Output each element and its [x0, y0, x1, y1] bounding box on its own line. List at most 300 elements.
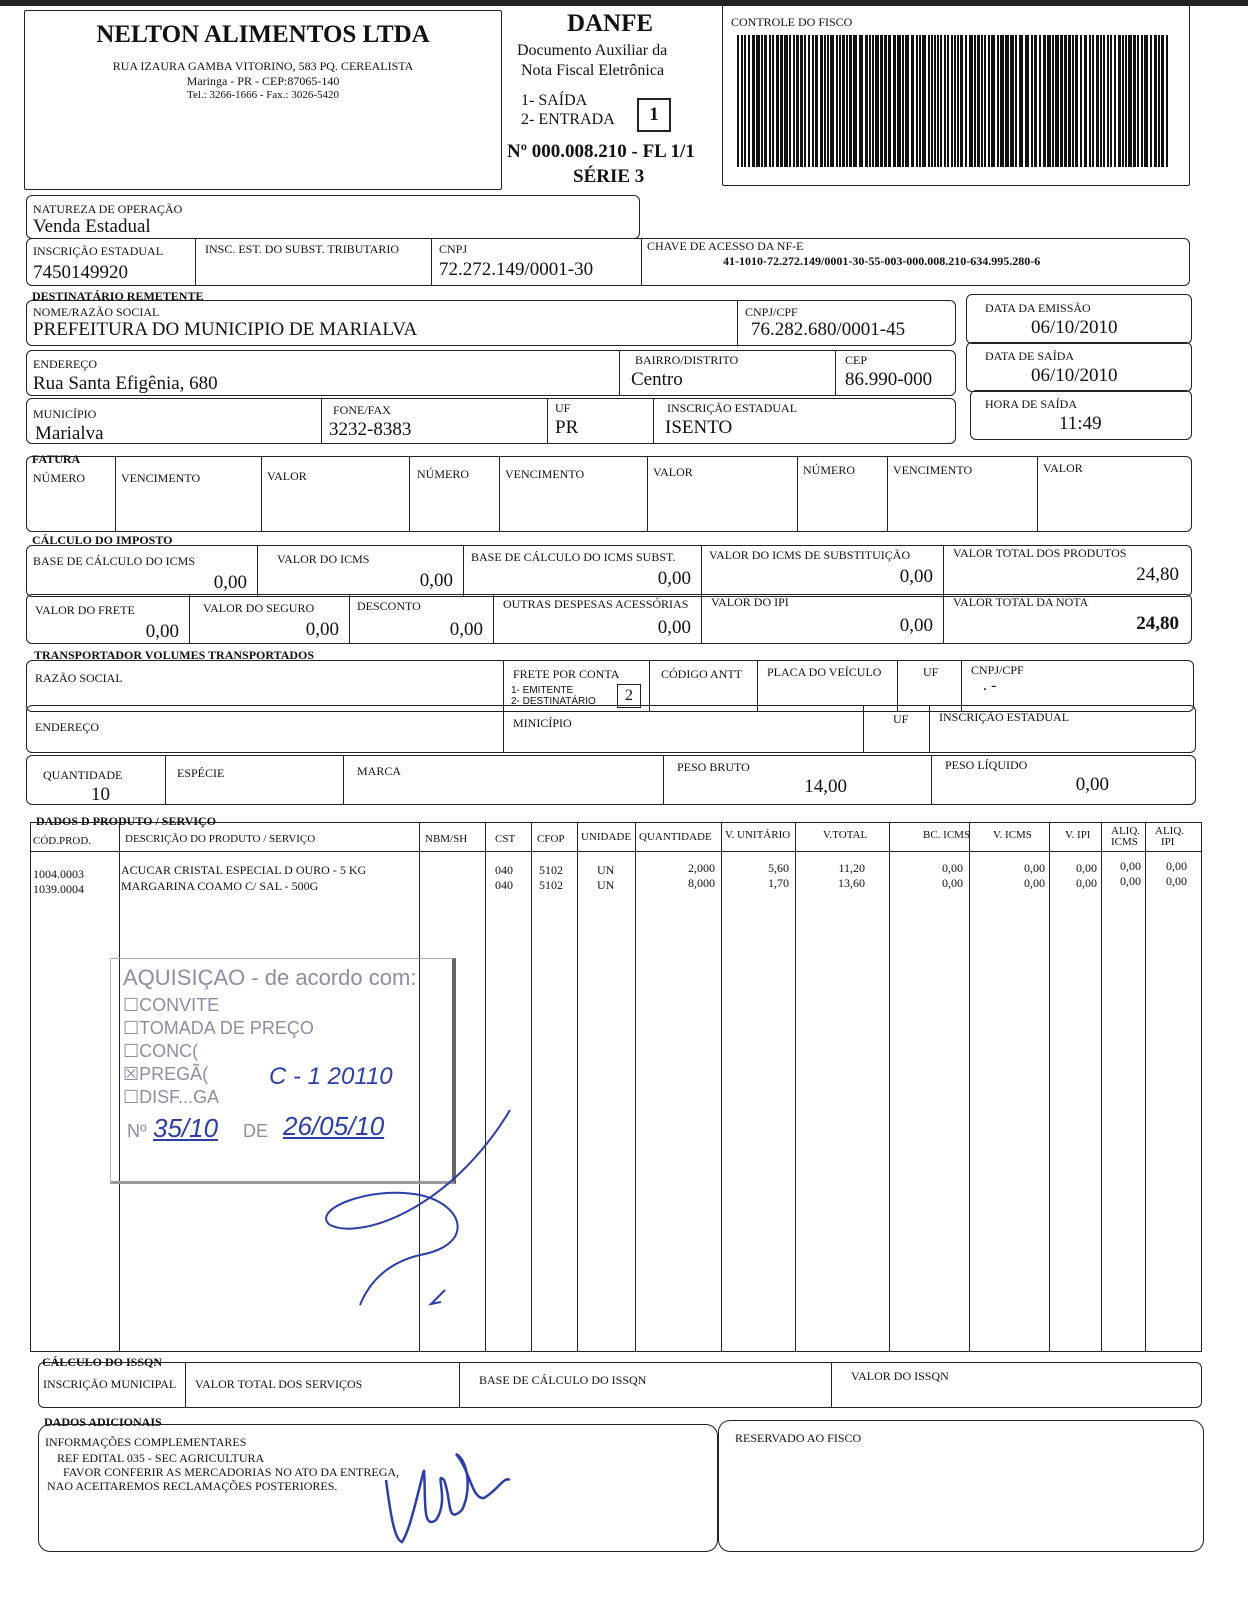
dest-endereco-box — [26, 350, 956, 396]
info-line1: REF EDITAL 035 - SEC AGRICULTURA — [57, 1451, 265, 1465]
transp-endereco-label: ENDEREÇO — [35, 720, 99, 734]
divider — [1145, 823, 1146, 1351]
divider — [321, 399, 322, 443]
barcode-bar — [960, 35, 963, 167]
barcode-bar — [1110, 35, 1112, 167]
fatura-section: FATURA — [32, 452, 81, 466]
barcode-bar — [928, 35, 930, 167]
cell-unidade: UN — [597, 863, 615, 877]
emissao-label: DATA DA EMISSÃO — [985, 301, 1091, 315]
barcode-bar — [888, 35, 891, 167]
barcode-bar — [1084, 35, 1087, 167]
barcode-bar — [965, 35, 967, 167]
barcode-bar — [905, 35, 909, 167]
adicionais-section: DADOS ADICIONAIS — [44, 1415, 162, 1429]
barcode-bar — [764, 35, 767, 167]
barcode-bar — [1161, 35, 1164, 167]
v-icms-label: VALOR DO ICMS — [277, 552, 370, 566]
barcode-bar — [937, 35, 939, 167]
stamp-num-prefix: Nº — [127, 1121, 147, 1141]
cell-bcicms: 0,00 — [942, 861, 963, 875]
fisco-label: CONTROLE DO FISCO — [731, 15, 853, 29]
barcode-bar — [1122, 35, 1124, 167]
divider — [647, 457, 648, 531]
barcode-bar — [1166, 35, 1168, 167]
barcode-bar — [1052, 35, 1054, 167]
divider — [459, 1363, 460, 1407]
divider — [757, 661, 758, 711]
divider — [431, 239, 432, 285]
header-divider — [31, 851, 1201, 852]
issqn-bc-label: BASE DE CÁLCULO DO ISSQN — [479, 1373, 647, 1387]
transp-frete-opt2: 2- DESTINATÁRIO — [511, 696, 596, 707]
transp-razao-label: RAZÃO SOCIAL — [35, 671, 123, 685]
dest-fone-label: FONE/FAX — [333, 403, 391, 417]
barcode-bar — [931, 35, 933, 167]
barcode-bar — [957, 35, 959, 167]
divider — [1101, 823, 1102, 1351]
saida-label: DATA DE SAÍDA — [985, 349, 1075, 363]
divider — [1049, 823, 1050, 1351]
danfe-opt1: 1- SAÍDA — [521, 92, 588, 109]
barcode-bar — [1096, 35, 1099, 167]
stamp-opt-convite — [123, 995, 219, 1016]
barcode-bar — [796, 35, 799, 167]
barcode-bar — [1118, 35, 1121, 167]
barcode — [737, 35, 1173, 167]
fisco-reserved-label: RESERVADO AO FISCO — [735, 1431, 862, 1445]
cell-cfop: 5102 — [539, 863, 563, 877]
transp-ie-label: INSCRIÇÃO ESTADUAL — [939, 710, 1070, 724]
dest-cnpj-label: CNPJ/CPF — [745, 305, 798, 319]
fatura-numero-1: NÚMERO — [33, 471, 86, 485]
barcode-bar — [800, 35, 803, 167]
barcode-bar — [1047, 35, 1051, 167]
barcode-bar — [1100, 35, 1102, 167]
barcode-bar — [859, 35, 863, 167]
divider — [409, 457, 410, 531]
divider — [863, 706, 864, 752]
transp-peso-bruto-label: PESO BRUTO — [677, 760, 750, 774]
cell-aliqicms: 0,00 — [1120, 859, 1141, 873]
divider — [189, 595, 190, 643]
outras-label: OUTRAS DESPESAS ACESSÓRIAS — [503, 597, 689, 611]
stamp-opt-tomada — [123, 1018, 314, 1039]
barcode-bar — [756, 35, 760, 167]
barcode-bar — [824, 35, 826, 167]
stamp-handwritten-ref: C - 1 20110 — [269, 1063, 393, 1090]
stamp-opt-conc — [123, 1041, 198, 1062]
divider — [701, 595, 702, 643]
barcode-bar — [940, 35, 942, 167]
barcode-bar — [820, 35, 823, 167]
col-header: CST — [495, 833, 516, 845]
dest-cnpj-value: 76.282.680/0001-45 — [751, 319, 906, 340]
transp-peso-bruto-value: 14,00 — [804, 776, 847, 797]
stamp-opt-label: PREGÃ( — [139, 1064, 209, 1084]
bc-st-label: BASE DE CÁLCULO DO ICMS SUBST. — [471, 550, 676, 564]
divider — [835, 351, 836, 395]
v-nota-value: 24,80 — [1136, 613, 1179, 634]
barcode-bar — [784, 35, 788, 167]
imposto-row1 — [26, 545, 1192, 597]
col-header: ICMS — [1111, 836, 1138, 848]
hora-value: 11:49 — [1059, 413, 1102, 434]
dest-nome-box — [26, 300, 956, 346]
danfe-opt2: 2- ENTRADA — [521, 111, 615, 128]
cell-cod: 1039.0004 — [33, 882, 84, 896]
ie-subst-label: INSC. EST. DO SUBST. TRIBUTARIO — [205, 242, 400, 256]
barcode-bar — [761, 35, 763, 167]
barcode-bar — [793, 35, 795, 167]
ipi-value: 0,00 — [899, 615, 933, 636]
barcode-bar — [839, 35, 841, 167]
divider — [969, 823, 970, 1351]
barcode-bar — [1043, 35, 1046, 167]
fatura-numero-2: NÚMERO — [417, 467, 470, 481]
barcode-bar — [1089, 35, 1091, 167]
dest-uf-label: UF — [555, 401, 571, 415]
transp-qtd-value: 10 — [91, 784, 110, 805]
barcode-bar — [1072, 35, 1074, 167]
barcode-bar — [1064, 35, 1067, 167]
fatura-venc-1: VENCIMENTO — [121, 471, 201, 485]
stamp-title: AQUISIÇAO - de acordo com: — [123, 965, 417, 990]
dest-nome-value: PREFEITURA DO MUNICIPIO DE MARIALVA — [33, 319, 418, 340]
cell-vicms: 0,00 — [1024, 861, 1045, 875]
ie-value: 7450149920 — [33, 262, 128, 283]
barcode-bar — [780, 35, 783, 167]
col-header: V. IPI — [1065, 829, 1091, 841]
fatura-valor-2: VALOR — [653, 465, 693, 479]
transp-frete-label: FRETE POR CONTA — [513, 667, 620, 681]
produtos-section: DADOS D PRODUTO / SERVIÇO — [36, 814, 217, 828]
barcode-bar — [911, 35, 914, 167]
barcode-bar — [846, 35, 848, 167]
danfe-block — [505, 8, 715, 193]
barcode-bar — [1034, 35, 1037, 167]
transp-cnpj-value: . - — [983, 677, 997, 694]
divider — [185, 1363, 186, 1407]
divider — [547, 399, 548, 443]
divider — [889, 823, 890, 1351]
transp-peso-liq-value: 0,00 — [1075, 774, 1109, 795]
v-nota-label: VALOR TOTAL DA NOTA — [953, 595, 1089, 609]
dest-municipio-value: Marialva — [35, 423, 104, 444]
emitter-ids-box — [26, 238, 1190, 286]
barcode-bar — [1114, 35, 1116, 167]
checked-box-icon: ☒ — [123, 1064, 140, 1084]
danfe-subtitle2: Nota Fiscal Eletrônica — [521, 62, 665, 79]
divider — [943, 595, 944, 643]
transp-row2 — [26, 705, 1196, 753]
barcode-bar — [922, 35, 926, 167]
barcode-bar — [827, 35, 829, 167]
cnpj-label: CNPJ — [439, 242, 468, 256]
frete-label: VALOR DO FRETE — [35, 603, 135, 617]
danfe-number: Nº 000.008.210 - FL 1/1 — [507, 141, 695, 162]
issuer-name: NELTON ALIMENTOS LTDA — [96, 21, 430, 48]
barcode-bar — [830, 35, 834, 167]
stamp-de: DE — [243, 1121, 269, 1141]
col-header: CÓD.PROD. — [33, 835, 92, 847]
barcode-bar — [951, 35, 953, 167]
barcode-bar — [808, 35, 810, 167]
divider — [257, 546, 258, 596]
barcode-bar — [1031, 35, 1033, 167]
divider — [349, 595, 350, 643]
issqn-total-label: VALOR TOTAL DOS SERVIÇOS — [195, 1377, 363, 1391]
signature-scribble-icon — [300, 1090, 540, 1320]
transp-row3 — [26, 755, 1196, 805]
barcode-bar — [1125, 35, 1127, 167]
divider — [165, 756, 166, 804]
barcode-bar — [1154, 35, 1157, 167]
dest-bairro-value: Centro — [631, 369, 683, 390]
col-header: V. UNITÁRIO — [725, 829, 791, 841]
barcode-bar — [869, 35, 871, 167]
stamp-num: 35/10 — [153, 1113, 219, 1143]
barcode-bar — [776, 35, 779, 167]
col-header: QUANTIDADE — [639, 831, 712, 843]
col-header: DESCRIÇÃO DO PRODUTO / SERVIÇO — [125, 833, 316, 845]
saida-box — [966, 342, 1192, 392]
dest-endereco-label: ENDEREÇO — [33, 357, 97, 371]
issqn-section: CÁLCULO DO ISSQN — [42, 1355, 163, 1369]
barcode-bar — [1092, 35, 1094, 167]
divider — [115, 457, 116, 531]
info-label: INFORMAÇÕES COMPLEMENTARES — [45, 1435, 247, 1449]
barcode-bar — [812, 35, 814, 167]
dest-uf-value: PR — [555, 417, 579, 438]
transp-peso-liq-label: PESO LÍQUIDO — [945, 758, 1028, 772]
divider — [503, 706, 504, 752]
barcode-bar — [1144, 35, 1148, 167]
checkbox-icon: ☐ — [123, 1087, 140, 1107]
dest-ie-value: ISENTO — [665, 417, 733, 438]
stamp-opt-label: TOMADA DE PREÇO — [139, 1018, 314, 1038]
fatura-numero-3: NÚMERO — [803, 463, 856, 477]
v-prod-label: VALOR TOTAL DOS PRODUTOS — [953, 546, 1127, 560]
desconto-value: 0,00 — [449, 619, 483, 640]
transp-uf2-label: UF — [893, 712, 909, 726]
cell-cfop: 5102 — [539, 878, 563, 892]
col-header: V.TOTAL — [823, 829, 868, 841]
barcode-bar — [875, 35, 879, 167]
divider — [635, 823, 636, 1351]
issqn-box — [38, 1362, 1202, 1408]
barcode-bar — [741, 35, 743, 167]
chave-label: CHAVE DE ACESSO DA NF-E — [647, 239, 804, 253]
fisco-reserved-box — [718, 1420, 1204, 1552]
barcode-bar — [934, 35, 936, 167]
barcode-bar — [977, 35, 980, 167]
barcode-bar — [1039, 35, 1041, 167]
transp-frete-box: 2 — [617, 684, 641, 708]
dest-municipio-label: MUNICÍPIO — [33, 407, 97, 421]
barcode-bar — [919, 35, 921, 167]
divider — [887, 457, 888, 531]
desconto-label: DESCONTO — [357, 599, 421, 613]
cell-qtd: 2,000 — [688, 861, 715, 875]
divider — [795, 823, 796, 1351]
barcode-bar — [984, 35, 986, 167]
dest-bairro-label: BAIRRO/DISTRITO — [635, 353, 739, 367]
cell-vunit: 1,70 — [768, 876, 789, 890]
bc-icms-value: 0,00 — [213, 572, 247, 593]
col-header: IPI — [1161, 836, 1175, 848]
divider — [897, 661, 898, 711]
barcode-bar — [1060, 35, 1063, 167]
barcode-bar — [902, 35, 904, 167]
transp-qtd-label: QUANTIDADE — [43, 768, 123, 782]
info-box — [38, 1424, 718, 1552]
col-header: UNIDADE — [581, 831, 632, 843]
emissao-box — [966, 294, 1192, 344]
transp-frete-opt1: 1- EMITENTE — [511, 685, 574, 696]
transp-especie-label: ESPÉCIE — [177, 766, 225, 780]
fatura-venc-3: VENCIMENTO — [893, 463, 973, 477]
dest-municipio-box — [26, 398, 956, 444]
natureza-label: NATUREZA DE OPERAÇÃO — [33, 202, 183, 216]
fatura-venc-2: VENCIMENTO — [505, 467, 585, 481]
dest-nome-label: NOME/RAZÃO SOCIAL — [33, 305, 160, 319]
divider — [701, 546, 702, 596]
barcode-bar — [865, 35, 868, 167]
seguro-label: VALOR DO SEGURO — [203, 601, 315, 615]
cell-bcicms: 0,00 — [942, 876, 963, 890]
seguro-value: 0,00 — [305, 619, 339, 640]
barcode-bar — [1075, 35, 1078, 167]
stamp-date: 26/05/10 — [283, 1111, 385, 1141]
cell-desc: MARGARINA COAMO C/ SAL - 500G — [121, 879, 319, 893]
barcode-bar — [1141, 35, 1143, 167]
outras-value: 0,00 — [657, 617, 691, 638]
natureza-box — [26, 195, 640, 239]
cell-aliqipi: 0,00 — [1166, 874, 1187, 888]
barcode-bar — [1055, 35, 1059, 167]
divider — [577, 823, 578, 1351]
stamp-opt-label: DISF...GA — [139, 1087, 220, 1107]
v-st-label: VALOR DO ICMS DE SUBSTITUIÇÃO — [709, 548, 911, 562]
bc-st-value: 0,00 — [657, 568, 691, 589]
danfe-subtitle1: Documento Auxiliar da — [517, 42, 668, 59]
transp-uf-label: UF — [923, 665, 939, 679]
divider — [797, 457, 798, 531]
issuer-address: RUA IZAURA GAMBA VITORINO, 583 PQ. CEREALISTA — [112, 59, 414, 73]
cell-vipi: 0,00 — [1076, 876, 1097, 890]
cell-aliqipi: 0,00 — [1166, 859, 1187, 873]
divider — [649, 661, 650, 711]
barcode-bar — [1068, 35, 1071, 167]
cell-cst: 040 — [495, 878, 513, 892]
barcode-bar — [748, 35, 750, 167]
danfe-serie: SÉRIE 3 — [573, 166, 645, 187]
fatura-valor-1: VALOR — [267, 469, 307, 483]
barcode-bar — [772, 35, 774, 167]
divider — [943, 546, 944, 596]
barcode-bar — [1137, 35, 1139, 167]
barcode-bar — [1080, 35, 1082, 167]
stamp-opt-label: CONC( — [139, 1041, 199, 1061]
col-header: BC. ICMS — [923, 829, 971, 841]
info-line3: NAO ACEITAREMOS RECLAMAÇÕES POSTERIORES. — [47, 1479, 338, 1493]
cell-unidade: UN — [597, 878, 615, 892]
hora-box — [970, 390, 1192, 440]
barcode-bar — [853, 35, 857, 167]
divider — [663, 756, 664, 804]
barcode-bar — [944, 35, 946, 167]
cell-vicms: 0,00 — [1024, 876, 1045, 890]
frete-value: 0,00 — [145, 621, 179, 642]
barcode-bar — [1000, 35, 1004, 167]
divider — [929, 706, 930, 752]
dest-endereco-value: Rua Santa Efigênia, 680 — [33, 373, 218, 394]
issuer-box — [24, 10, 502, 190]
barcode-bar — [752, 35, 755, 167]
cell-desc: ACUCAR CRISTAL ESPECIAL D OURO - 5 KG — [121, 863, 367, 877]
divider — [499, 457, 500, 531]
divider — [463, 546, 464, 596]
barcode-bar — [947, 35, 949, 167]
issqn-insc-label: INSCRIÇÃO MUNICIPAL — [43, 1377, 177, 1391]
divider — [343, 756, 344, 804]
divider — [493, 595, 494, 643]
divider — [503, 661, 504, 711]
checkbox-icon: ☐ — [123, 1018, 140, 1038]
col-header: ALIQ. — [1155, 825, 1185, 837]
col-header: CFOP — [537, 833, 565, 845]
divider — [641, 239, 642, 285]
barcode-bar — [769, 35, 771, 167]
cell-cod: 1004.0003 — [33, 867, 84, 881]
issqn-valor-label: VALOR DO ISSQN — [851, 1369, 949, 1383]
transp-antt-label: CÓDIGO ANTT — [661, 667, 742, 681]
ie-label: INSCRIÇÃO ESTADUAL — [33, 244, 164, 258]
barcode-bar — [1158, 35, 1160, 167]
ipi-label: VALOR DO IPI — [711, 595, 789, 609]
hora-label: HORA DE SAÍDA — [985, 397, 1078, 411]
barcode-bar — [1019, 35, 1023, 167]
chave-value: 41-1010-72.272.149/0001-30-55-003-000.008.210-634.995.280-6 — [723, 254, 1041, 268]
col-header: ALIQ. — [1111, 825, 1141, 837]
divider — [653, 399, 654, 443]
transp-cnpj-label: CNPJ/CPF — [971, 663, 1024, 677]
stamp-opt-dispensa — [123, 1087, 219, 1108]
imposto-section: CÁLCULO DO IMPOSTO — [32, 533, 173, 547]
transp-section: TRANSPORTADOR VOLUMES TRANSPORTADOS — [34, 648, 315, 662]
stamp-opt-pregao — [123, 1064, 208, 1085]
barcode-bar — [1010, 35, 1014, 167]
barcode-bar — [1150, 35, 1152, 167]
divider — [737, 301, 738, 345]
fisco-box — [722, 4, 1190, 186]
barcode-bar — [991, 35, 995, 167]
divider — [721, 823, 722, 1351]
barcode-bar — [1128, 35, 1132, 167]
saida-value: 06/10/2010 — [1031, 365, 1118, 386]
dest-cep-label: CEP — [845, 353, 868, 367]
col-header: NBM/SH — [425, 833, 468, 845]
barcode-bar — [997, 35, 999, 167]
cell-vunit: 5,60 — [768, 861, 789, 875]
transp-placa-label: PLACA DO VEÍCULO — [767, 665, 882, 679]
danfe-title: DANFE — [566, 10, 654, 37]
dest-section: DESTINATÁRIO REMETENTE — [32, 289, 204, 303]
dest-fone-value: 3232-8383 — [329, 419, 412, 440]
barcode-bar — [1107, 35, 1109, 167]
stamp-opt-label: CONVITE — [139, 995, 220, 1015]
